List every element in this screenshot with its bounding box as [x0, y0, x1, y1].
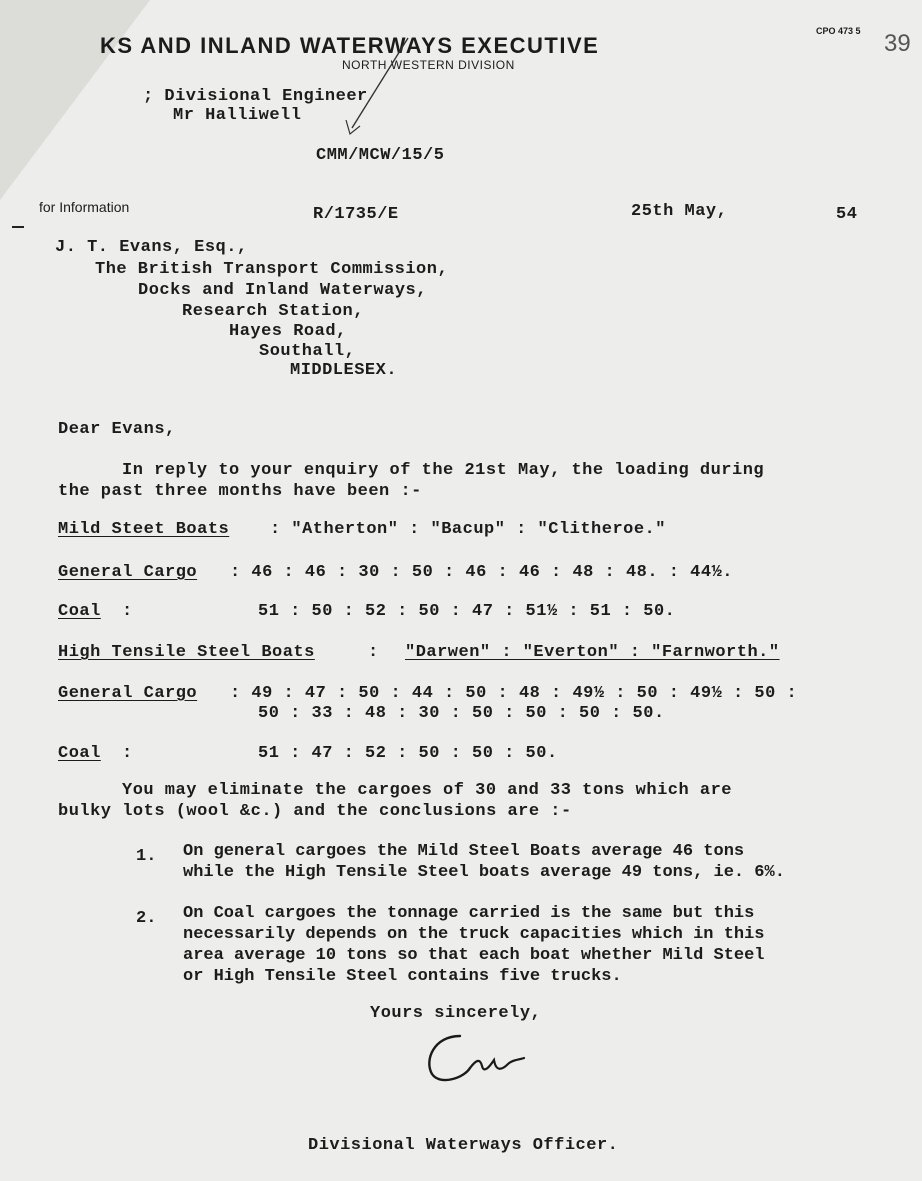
file-reference: CMM/MCW/15/5 — [316, 146, 445, 165]
address-line: The British Transport Commission, — [95, 260, 449, 279]
routing-line-1: ; Divisional Engineer — [143, 87, 368, 106]
valediction: Yours sincerely, — [370, 1004, 542, 1023]
body-paragraph: In reply to your enquiry of the 21st May, the loading during — [122, 461, 765, 480]
addressee-name: J. T. Evans, Esq., — [55, 238, 248, 257]
high-tensile-separator: : — [368, 643, 379, 662]
general-cargo-values: 50 : 33 : 48 : 30 : 50 : 50 : 50 : 50. — [258, 704, 665, 723]
coal-label: Coal — [58, 602, 101, 621]
body-paragraph: bulky lots (wool &c.) and the conclusions are :- — [58, 802, 572, 821]
mild-steel-boats: : "Atherton" : "Bacup" : "Clitheroe." — [270, 520, 666, 539]
conclusion-text: On general cargoes the Mild Steel Boats average 46 tons — [183, 842, 745, 861]
conclusion-number: 1. — [136, 847, 157, 866]
conclusion-text: or High Tensile Steel contains five trucks. — [183, 967, 622, 986]
address-line: Hayes Road, — [229, 322, 347, 341]
general-cargo-values: : 46 : 46 : 30 : 50 : 46 : 46 : 48 : 48. : 44½. — [230, 563, 733, 582]
address-line: Research Station, — [182, 302, 364, 321]
corner-mark — [12, 226, 24, 228]
coal-values: 51 : 47 : 52 : 50 : 50 : 50. — [258, 744, 558, 763]
mild-steel-heading: Mild Steet Boats — [58, 520, 230, 539]
conclusion-text: while the High Tensile Steel boats average 49 tons, ie. 6%. — [183, 863, 785, 882]
letterhead-division: NORTH WESTERN DIVISION — [342, 58, 515, 72]
conclusion-text: necessarily depends on the truck capacities which in this — [183, 925, 765, 944]
file-number: 39 — [884, 30, 911, 57]
conclusion-number: 2. — [136, 909, 157, 928]
conclusion-text: area average 10 tons so that each boat whether Mild Steel — [183, 946, 765, 965]
body-paragraph: You may eliminate the cargoes of 30 and 33 tons which are — [122, 781, 732, 800]
form-code: CPO 473 5 — [816, 26, 861, 36]
letter-date: 25th May, — [631, 202, 728, 221]
letterhead-title: KS AND INLAND WATERWAYS EXECUTIVE — [100, 33, 600, 58]
high-tensile-boats: "Darwen" : "Everton" : "Farnworth." — [405, 643, 780, 662]
conclusion-text: On Coal cargoes the tonnage carried is the same but this — [183, 904, 755, 923]
address-line: MIDDLESEX. — [290, 361, 398, 380]
general-cargo-values: : 49 : 47 : 50 : 44 : 50 : 48 : 49½ : 50 : 49½ : 50 : — [230, 684, 798, 703]
general-cargo-label: General Cargo — [58, 563, 198, 582]
coal-separator: : — [122, 744, 133, 763]
coal-separator: : — [122, 602, 133, 621]
coal-values: 51 : 50 : 52 : 50 : 47 : 51½ : 51 : 50. — [258, 602, 676, 621]
high-tensile-heading: High Tensile Steel Boats — [58, 643, 315, 662]
general-cargo-label: General Cargo — [58, 684, 198, 703]
address-line: Docks and Inland Waterways, — [138, 281, 427, 300]
pen-stroke — [340, 30, 420, 140]
routing-line-2: Mr Halliwell — [173, 106, 302, 125]
salutation: Dear Evans, — [58, 420, 176, 439]
letter-reference: R/1735/E — [313, 205, 399, 224]
for-information-label: for Information — [39, 199, 130, 215]
address-line: Southall, — [259, 342, 356, 361]
handwritten-signature — [420, 1030, 540, 1090]
letter-year: 54 — [836, 205, 858, 224]
signer-title: Divisional Waterways Officer. — [308, 1136, 619, 1155]
coal-label: Coal — [58, 744, 101, 763]
body-paragraph: the past three months have been :- — [58, 482, 422, 501]
